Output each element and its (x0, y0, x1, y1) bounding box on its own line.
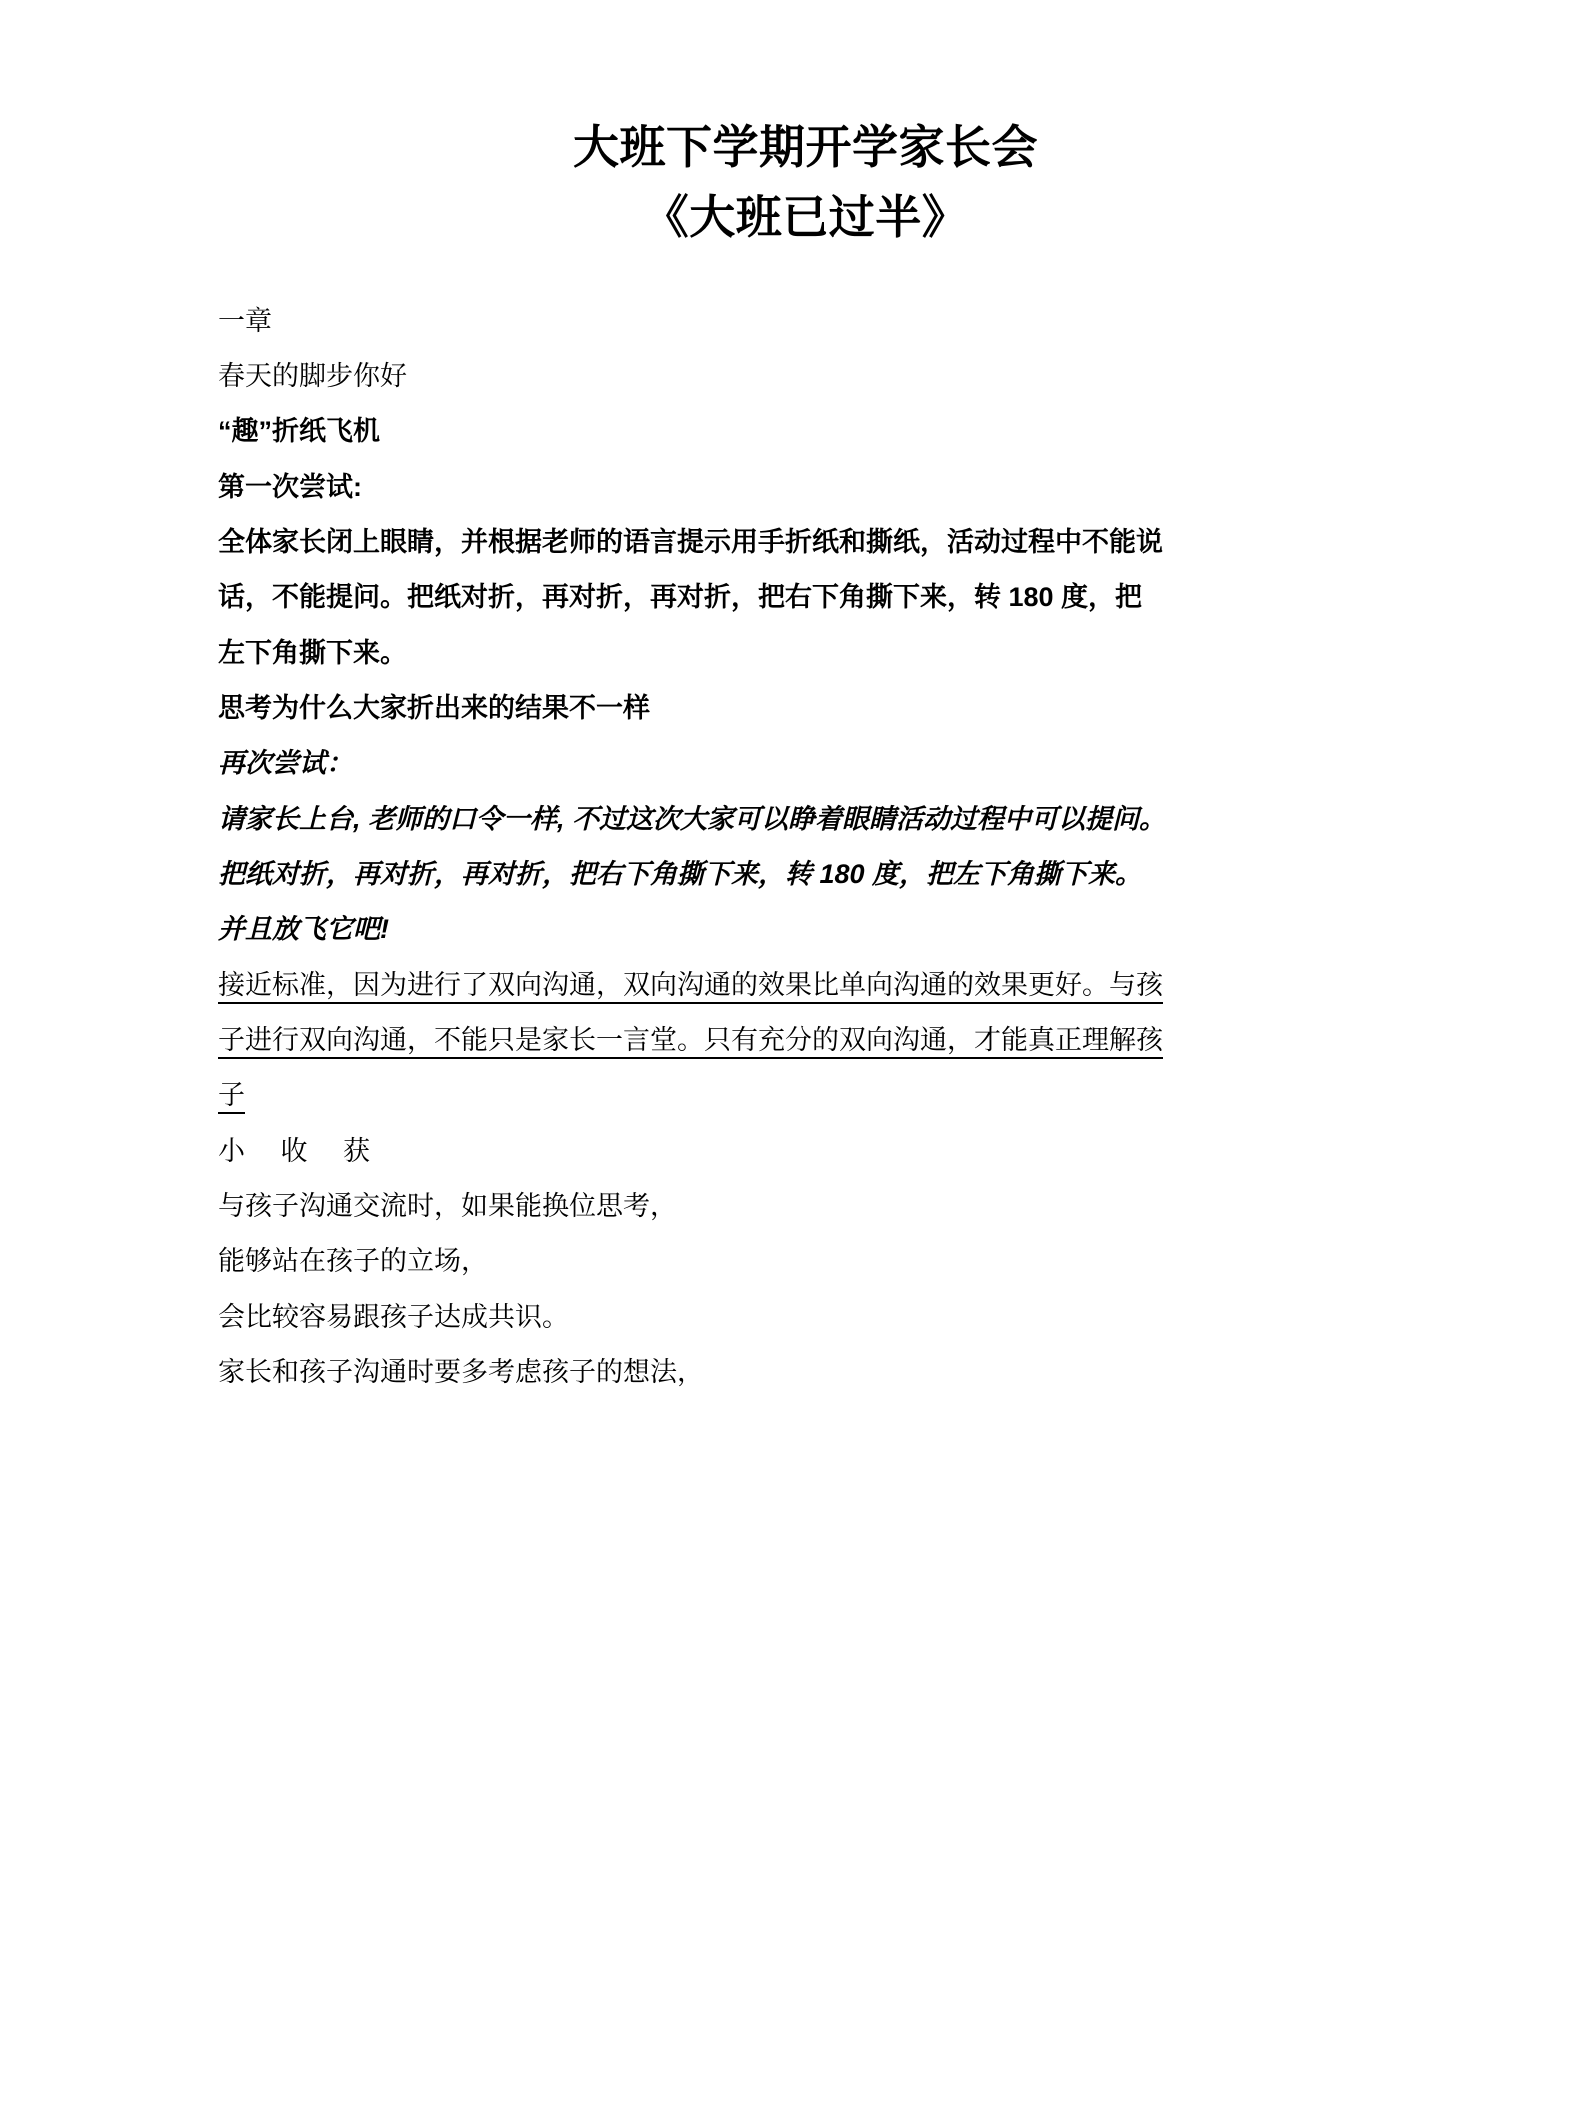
document-content (218, 0, 1393, 1400)
heading-small-gain: 小 收 获 (218, 1135, 385, 1166)
paragraph-first-attempt-line-3: 左下角撕下来。 (218, 637, 407, 668)
document-title-line-2: 《大班已过半》 (642, 190, 969, 243)
paragraph-first-attempt-line-2: 话，不能提问。把纸对折，再对折，再对折，把右下角撕下来，转 180 度，把 (218, 582, 1143, 613)
paragraph-gain-line-2: 能够站在孩子的立场， (218, 1246, 488, 1277)
paragraph-gain-line-1: 与孩子沟通交流时，如果能换位思考， (218, 1191, 677, 1222)
spacer (218, 248, 1393, 294)
paragraph-spring-greeting: 春天的脚步你好 (218, 360, 407, 391)
document-title-line-1: 大班下学期开学家长会 (573, 121, 1038, 173)
paragraph-second-attempt-line-2: 把纸对折，再对折，再对折，把右下角撕下来，转 180 度，把左下角撕下来。 (218, 859, 1143, 890)
paragraph-reflect-question: 思考为什么大家折出来的结果不一样 (218, 693, 650, 723)
paragraph-conclusion-line-3: 子 (218, 1080, 245, 1111)
paragraph-first-attempt-line-1: 全体家长闭上眼睛，并根据老师的语言提示用手折纸和撕纸，活动过程中不能说 (218, 526, 1163, 557)
heading-paper-plane: “趣”折纸飞机 (218, 416, 380, 447)
paragraph-conclusion-line-2: 子进行双向沟通，不能只是家长一言堂。只有充分的双向沟通，才能真正理解孩 (218, 1025, 1163, 1056)
paragraph-second-attempt-line-1: 请家长上台, 老师的口令一样, 不过这次大家可以睁着眼睛活动过程中可以提问。 (218, 803, 1167, 834)
paragraph-gain-line-4: 家长和孩子沟通时要多考虑孩子的想法， (218, 1357, 704, 1388)
paragraph-gain-line-3: 会比较容易跟孩子达成共识。 (218, 1301, 569, 1332)
heading-first-attempt: 第一次尝试: (218, 471, 362, 502)
heading-second-attempt: 再次尝试： (218, 748, 353, 779)
paragraph-chapter: 一章 (218, 305, 272, 336)
paragraph-second-attempt-line-3: 并且放飞它吧! (218, 914, 389, 945)
paragraph-conclusion-line-1: 接近标准，因为进行了双向沟通，双向沟通的效果比单向沟通的效果更好。与孩 (218, 969, 1163, 1000)
